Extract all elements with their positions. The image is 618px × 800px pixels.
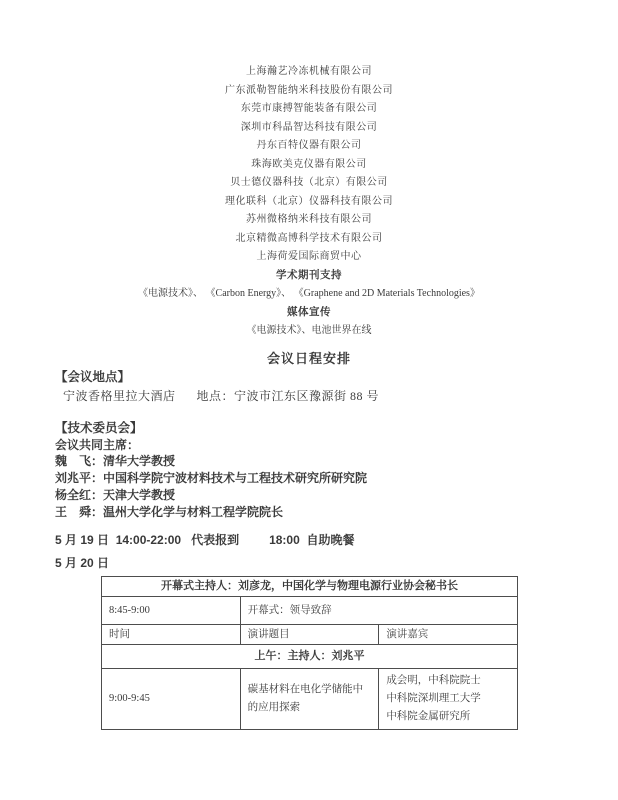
table-row-columns [102,625,518,645]
day1-schedule: 5 月 19 日 14:00-22:00 代表报到 18:00 自助晚餐 [55,533,355,548]
sponsor-item: 上海瀚艺冷冻机械有限公司 [246,66,372,77]
committee-member: 刘兆平：中国科学院宁波材料技术与工程技术研究所研究院 [55,471,368,486]
committee-member: 魏 飞：清华大学教授 [55,454,176,469]
table-row-opening [102,597,518,625]
committee-chairs-label: 会议共同主席： [55,437,140,452]
table-row-talk [102,669,518,730]
committee-heading: 【技术委员会】 [55,420,143,435]
committee-member: 王 舜：温州大学化学与材料工程学院院长 [55,504,284,519]
sponsor-item: 苏州微格纳米科技有限公司 [246,214,372,225]
day2-label: 5 月 20 日 [55,556,110,571]
schedule-table [101,576,518,730]
sponsor-item: 珠海欧美克仪器有限公司 [251,158,367,170]
media-list: 《电源技术》、电池世界在线 [246,325,372,336]
talk-time-cell: 9:00-9:45 [102,669,241,730]
session-header-cell: 上午：主持人：刘兆平 [102,645,518,669]
sponsor-list [0,0,618,267]
opening-host-cell: 开幕式主持人：刘彦龙，中国化学与物理电源行业协会秘书长 [102,577,518,597]
guest-line: 成会明，中科院院士 [386,675,481,687]
sponsor-item: 广东派勒智能纳米科技股份有限公司 [225,84,393,96]
journal-support-list: 《电源技术》、 《Carbon Energy》、 《Graphene and 2D Materials Technologies》 [138,288,480,299]
sponsor-item: 深圳市科晶智达科技有限公司 [240,121,378,133]
sponsor-item: 东莞市康搏智能装备有限公司 [240,103,378,114]
guest-line: 中科院深圳理工大学 [386,693,481,705]
sponsor-item: 上海荷爱国际商贸中心 [256,251,362,262]
journal-support-heading: 学术期刊支持 [276,269,342,281]
table-row-opening-host [102,577,518,597]
opening-time-cell: 8:45-9:00 [102,597,241,625]
guest-line: 中科院金属研究所 [386,711,471,723]
committee-member: 杨全红：天津大学教授 [55,487,176,502]
agenda-title: 会议日程安排 [266,350,351,366]
sponsor-item: 北京精微高博科学技术有限公司 [235,232,383,244]
venue-heading: 【会议地点】 [55,369,131,384]
column-header-topic: 演讲题目 [240,625,379,645]
talk-topic-cell: 碳基材料在电化学储能中的应用探索 [240,669,379,730]
media-heading: 媒体宣传 [287,306,331,318]
opening-content-cell: 开幕式：领导致辞 [240,597,517,625]
table-row-session-header [102,645,518,669]
column-header-guest: 演讲嘉宾 [379,625,518,645]
talk-guest-cell [379,669,518,730]
venue-line: 宁波香格里拉大酒店 地点：宁波市江东区豫源街 88 号 [63,388,380,403]
sponsor-item: 贝士德仪器科技（北京）有限公司 [230,177,388,188]
sponsor-item: 理化联科（北京）仪器科技有限公司 [225,195,393,207]
sponsor-item: 丹东百特仪器有限公司 [256,140,362,151]
column-header-time: 时间 [102,625,241,645]
